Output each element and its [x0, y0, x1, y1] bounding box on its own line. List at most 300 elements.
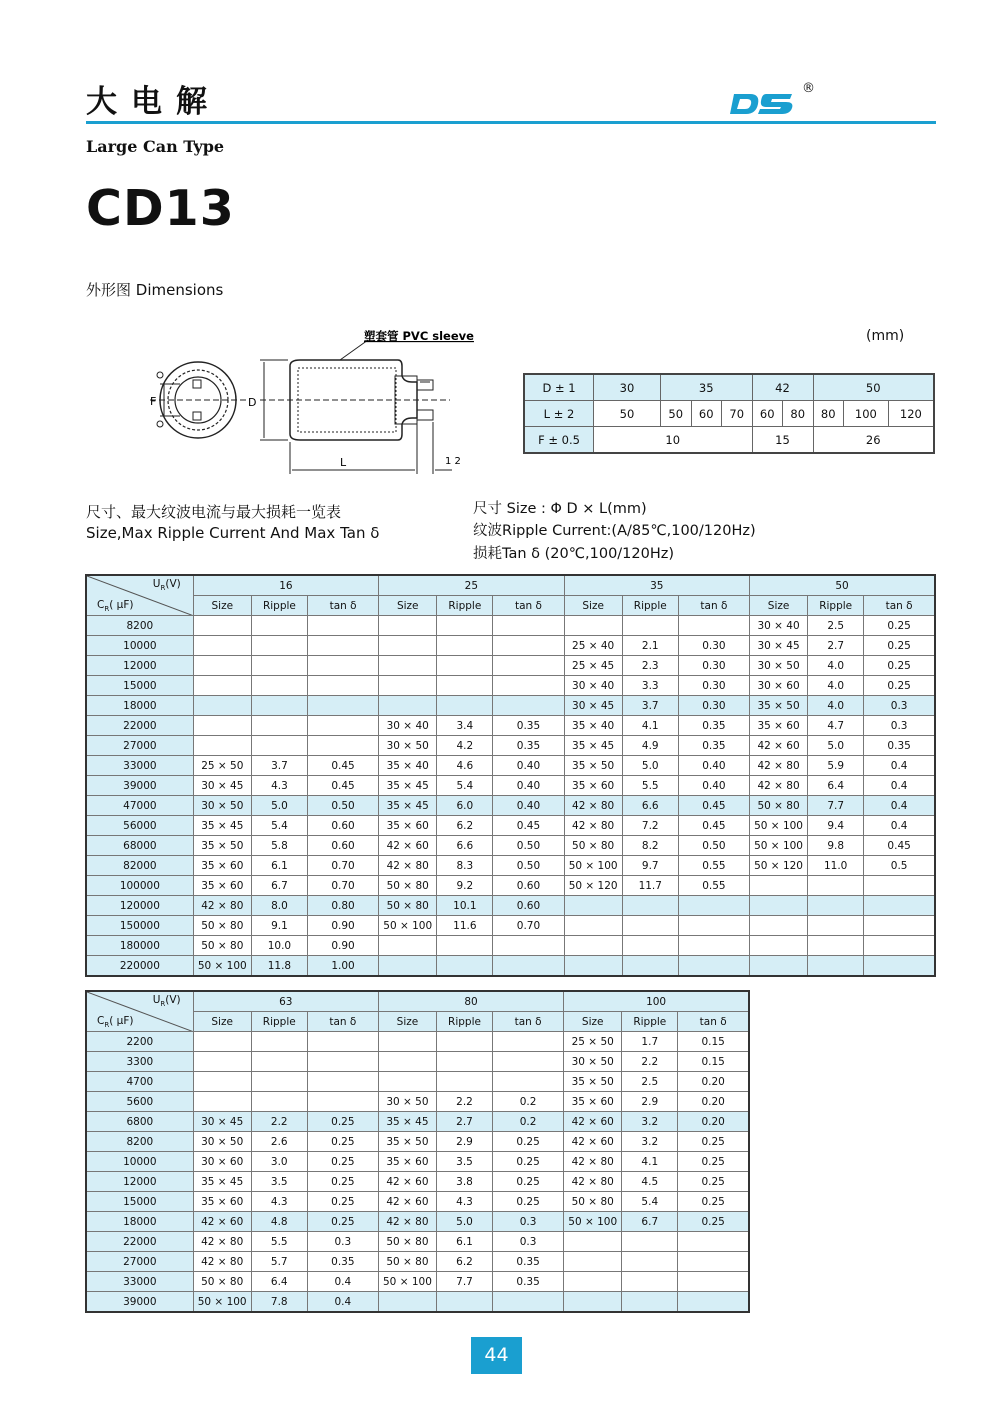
spec-cell: 0.45 — [678, 796, 749, 816]
spec-cell: 3.2 — [622, 1132, 678, 1152]
spec-cell: 0.25 — [678, 1132, 749, 1152]
table-row — [86, 1292, 749, 1313]
spec-cell: 0.25 — [493, 1132, 564, 1152]
spec-cell: 5.5 — [251, 1232, 307, 1252]
spec-cell — [193, 676, 251, 696]
spec-cell: 4.7 — [808, 716, 864, 736]
spec-cell: 4.2 — [437, 736, 493, 756]
spec-cell: 0.60 — [493, 896, 564, 916]
spec-cell: 0.20 — [678, 1072, 749, 1092]
spec-cell — [493, 656, 564, 676]
capacitor-drawing — [140, 322, 500, 482]
spec-cell: 35 × 45 — [378, 1112, 436, 1132]
spec-cell: 0.20 — [678, 1112, 749, 1132]
spec-cell: 4.0 — [808, 656, 864, 676]
spec-cell — [622, 916, 678, 936]
capacitance-cell: 2200 — [86, 1032, 193, 1052]
col-ripple-header: Ripple — [437, 596, 493, 616]
spec-cell: 4.6 — [437, 756, 493, 776]
note-size: 尺寸 Size : Φ D × L(mm) — [473, 501, 647, 517]
spec-cell — [493, 936, 564, 956]
spec-cell: 11.0 — [808, 856, 864, 876]
spec-cell: 2.2 — [622, 1052, 678, 1072]
spec-cell — [251, 1052, 307, 1072]
spec-cell — [564, 916, 622, 936]
spec-cell: 5.0 — [808, 736, 864, 756]
spec-cell: 50 × 80 — [193, 936, 251, 956]
spec-cell — [808, 896, 864, 916]
table-row — [86, 1272, 749, 1292]
voltage-header: 50 — [750, 575, 936, 596]
spec-cell — [678, 896, 749, 916]
spec-cell — [307, 1052, 378, 1072]
spec-cell: 5.9 — [808, 756, 864, 776]
col-tan-header: tan δ — [307, 1012, 378, 1032]
spec-cell — [307, 676, 378, 696]
spec-cell: 0.45 — [307, 756, 378, 776]
spec-cell: 35 × 60 — [193, 856, 251, 876]
spec-cell: 0.45 — [864, 836, 935, 856]
spec-cell: 0.25 — [307, 1192, 378, 1212]
spec-cell: 5.4 — [251, 816, 307, 836]
spec-cell: 2.2 — [436, 1092, 492, 1112]
spec-cell: 0.25 — [307, 1172, 378, 1192]
table-row — [86, 616, 935, 636]
spec-cell: 35 × 60 — [378, 1152, 436, 1172]
spec-cell — [251, 656, 307, 676]
capacitance-cell: 27000 — [86, 736, 193, 756]
spec-cell: 9.2 — [437, 876, 493, 896]
spec-cell: 3.7 — [622, 696, 678, 716]
sleeve-label: 塑套管 PVC sleeve — [364, 329, 474, 343]
spec-cell: 50 × 120 — [564, 876, 622, 896]
spec-cell: 5.5 — [622, 776, 678, 796]
spec-cell: 50 × 80 — [564, 1192, 622, 1212]
dim-d-value: 50 — [813, 374, 934, 401]
spec-cell: 42 × 80 — [379, 856, 437, 876]
spec-cell — [437, 696, 493, 716]
spec-cell: 9.8 — [808, 836, 864, 856]
header-title-en: Large Can Type — [86, 137, 225, 156]
spec-cell — [622, 936, 678, 956]
spec-cell — [564, 1292, 622, 1313]
spec-cell: 35 × 60 — [193, 876, 251, 896]
capacitance-cell: 8200 — [86, 1132, 193, 1152]
capacitance-cell: 12000 — [86, 656, 193, 676]
capacitance-cell: 56000 — [86, 816, 193, 836]
spec-cell: 0.20 — [678, 1092, 749, 1112]
spec-cell — [437, 616, 493, 636]
spec-cell: 3.5 — [251, 1172, 307, 1192]
capacitance-cell: 220000 — [86, 956, 193, 977]
capacitance-cell: 39000 — [86, 776, 193, 796]
dim-d-value: 42 — [752, 374, 813, 401]
table-row — [86, 756, 935, 776]
spec-cell: 4.1 — [622, 716, 678, 736]
col-ripple-header: Ripple — [808, 596, 864, 616]
table-row — [86, 656, 935, 676]
spec-cell — [379, 656, 437, 676]
spec-cell: 11.6 — [437, 916, 493, 936]
spec-cell: 50 × 100 — [193, 956, 251, 977]
spec-cell: 4.3 — [251, 1192, 307, 1212]
dim-d-value: 35 — [661, 374, 753, 401]
spec-cell: 0.4 — [307, 1272, 378, 1292]
spec-cell: 0.25 — [864, 676, 935, 696]
spec-cell — [564, 1252, 622, 1272]
col-size-header: Size — [750, 596, 808, 616]
spec-cell: 30 × 60 — [750, 676, 808, 696]
spec-cell — [678, 1272, 749, 1292]
spec-cell — [750, 936, 808, 956]
spec-cell — [808, 956, 864, 977]
spec-cell: 25 × 50 — [193, 756, 251, 776]
spec-cell: 0.55 — [678, 876, 749, 896]
spec-cell — [622, 956, 678, 977]
table-row — [86, 916, 935, 936]
spec-cell: 0.25 — [678, 1192, 749, 1212]
spec-cell: 0.25 — [678, 1172, 749, 1192]
spec-cell: 50 × 100 — [379, 916, 437, 936]
spec-cell: 2.7 — [436, 1112, 492, 1132]
spec-cell: 0.45 — [493, 816, 564, 836]
dim-row-label: F ± 0.5 — [524, 427, 594, 454]
spec-cell: 0.70 — [493, 916, 564, 936]
spec-cell: 0.4 — [864, 796, 935, 816]
capacitance-cell: 68000 — [86, 836, 193, 856]
spec-table-16-50v — [85, 574, 936, 977]
spec-cell: 30 × 50 — [564, 1052, 622, 1072]
spec-cell: 50 × 80 — [193, 916, 251, 936]
spec-cell: 25 × 45 — [564, 656, 622, 676]
spec-cell: 42 × 80 — [564, 816, 622, 836]
table-row — [86, 1252, 749, 1272]
spec-cell — [251, 636, 307, 656]
terminal-bottom — [193, 412, 201, 420]
spec-cell: 50 × 80 — [564, 836, 622, 856]
spec-cell: 0.40 — [678, 776, 749, 796]
spec-cell — [750, 916, 808, 936]
spec-cell: 2.9 — [436, 1132, 492, 1152]
spec-cell — [251, 616, 307, 636]
spec-cell — [193, 696, 251, 716]
spec-cell — [437, 956, 493, 977]
col-size-header: Size — [193, 1012, 251, 1032]
spec-cell — [436, 1032, 492, 1052]
capacitance-cell: 6800 — [86, 1112, 193, 1132]
spec-cell: 35 × 45 — [379, 796, 437, 816]
capacitance-cell: 5600 — [86, 1092, 193, 1112]
spec-cell — [622, 896, 678, 916]
spec-cell: 9.7 — [622, 856, 678, 876]
spec-cell: 42 × 80 — [750, 756, 808, 776]
spec-cell — [193, 736, 251, 756]
spec-cell: 50 × 120 — [750, 856, 808, 876]
col-ripple-header: Ripple — [436, 1012, 492, 1032]
spec-cell: 42 × 80 — [564, 1152, 622, 1172]
spec-cell — [193, 1032, 251, 1052]
spec-cell: 0.25 — [307, 1132, 378, 1152]
spec-cell — [251, 1072, 307, 1092]
spec-cell: 5.0 — [251, 796, 307, 816]
spec-cell — [493, 676, 564, 696]
spec-cell: 3.7 — [251, 756, 307, 776]
spec-cell: 8.3 — [437, 856, 493, 876]
spec-cell: 5.4 — [622, 1192, 678, 1212]
table-row — [86, 776, 935, 796]
spec-cell — [678, 936, 749, 956]
spec-cell — [379, 696, 437, 716]
capacitance-cell: 47000 — [86, 796, 193, 816]
spec-cell: 50 × 100 — [750, 816, 808, 836]
spec-cell: 0.40 — [493, 776, 564, 796]
spec-cell: 0.4 — [864, 776, 935, 796]
d-dim-label: D — [248, 396, 257, 409]
col-ripple-header: Ripple — [251, 596, 307, 616]
table-row — [86, 1172, 749, 1192]
unit-label: (mm) — [866, 328, 905, 344]
spec-cell — [378, 1292, 436, 1313]
header-corner-cell — [86, 991, 193, 1032]
spec-cell: 0.60 — [493, 876, 564, 896]
spec-cell: 9.1 — [251, 916, 307, 936]
spec-cell — [678, 1252, 749, 1272]
spec-cell: 0.30 — [678, 696, 749, 716]
spec-cell: 50 × 100 — [750, 836, 808, 856]
spec-cell: 2.9 — [622, 1092, 678, 1112]
spec-cell: 0.3 — [493, 1212, 564, 1232]
spec-cell: 25 × 40 — [564, 636, 622, 656]
spec-cell: 42 × 80 — [193, 1252, 251, 1272]
spec-cell: 3.4 — [437, 716, 493, 736]
spec-cell: 50 × 80 — [750, 796, 808, 816]
spec-cell — [437, 656, 493, 676]
spec-cell — [864, 916, 935, 936]
dim-f-value: 15 — [752, 427, 813, 454]
dim-l-value: 50 — [661, 401, 692, 427]
spec-cell: 4.1 — [622, 1152, 678, 1172]
spec-cell: 4.0 — [808, 676, 864, 696]
spec-cell: 42 × 60 — [564, 1132, 622, 1152]
col-tan-header: tan δ — [307, 596, 378, 616]
spec-cell — [493, 956, 564, 977]
spec-cell: 0.55 — [678, 856, 749, 876]
voltage-header: 63 — [193, 991, 378, 1012]
spec-cell — [678, 1232, 749, 1252]
spec-cell: 30 × 40 — [379, 716, 437, 736]
spec-cell: 7.7 — [436, 1272, 492, 1292]
dim-l-value: 80 — [783, 401, 814, 427]
spec-cell: 0.80 — [307, 896, 378, 916]
spec-cell: 50 × 80 — [379, 896, 437, 916]
list-title-en: Size,Max Ripple Current And Max Tan δ — [86, 524, 380, 542]
spec-cell: 0.90 — [307, 936, 378, 956]
spec-cell: 42 × 60 — [193, 1212, 251, 1232]
table-row — [86, 1052, 749, 1072]
spec-cell: 0.4 — [864, 756, 935, 776]
spec-cell: 0.4 — [864, 816, 935, 836]
spec-cell: 0.25 — [678, 1152, 749, 1172]
ur-label: $U_R(V)$ — [152, 578, 181, 593]
spec-cell — [493, 1032, 564, 1052]
spec-cell: 2.1 — [622, 636, 678, 656]
spec-cell — [193, 616, 251, 636]
voltage-header: 25 — [379, 575, 564, 596]
spec-cell: 0.40 — [678, 756, 749, 776]
list-title-cn: 尺寸、最大纹波电流与最大损耗一览表 — [86, 503, 342, 521]
spec-cell: 0.15 — [678, 1032, 749, 1052]
spec-cell: 50 × 80 — [378, 1252, 436, 1272]
col-size-header: Size — [379, 596, 437, 616]
spec-cell: 42 × 80 — [193, 896, 251, 916]
table-row — [86, 856, 935, 876]
table-row — [86, 956, 935, 977]
spec-cell — [307, 616, 378, 636]
registered-mark: ® — [802, 82, 815, 96]
header-title-cn: 大电解 — [86, 84, 221, 120]
spec-cell: 4.8 — [251, 1212, 307, 1232]
spec-cell: 5.8 — [251, 836, 307, 856]
col-tan-header: tan δ — [864, 596, 935, 616]
spec-cell: 6.2 — [436, 1252, 492, 1272]
spec-cell — [307, 716, 378, 736]
col-size-header: Size — [564, 596, 622, 616]
spec-cell: 9.4 — [808, 816, 864, 836]
spec-cell — [378, 1032, 436, 1052]
spec-cell: 6.2 — [437, 816, 493, 836]
spec-cell: 35 × 45 — [193, 1172, 251, 1192]
table-row — [86, 1132, 749, 1152]
capacitance-cell: 82000 — [86, 856, 193, 876]
dim-l-value: 70 — [722, 401, 753, 427]
header-corner-cell — [86, 575, 193, 616]
spec-cell — [493, 696, 564, 716]
capacitance-cell: 12000 — [86, 1172, 193, 1192]
ds-logo — [730, 82, 830, 122]
spec-cell — [251, 716, 307, 736]
spec-cell: 0.70 — [307, 856, 378, 876]
spec-cell — [493, 636, 564, 656]
spec-cell — [564, 1232, 622, 1252]
table-row — [86, 836, 935, 856]
capacitance-cell: 18000 — [86, 1212, 193, 1232]
spec-cell: 0.35 — [678, 736, 749, 756]
spec-cell: 0.45 — [678, 816, 749, 836]
spec-cell: 0.50 — [678, 836, 749, 856]
spec-cell: 0.2 — [493, 1092, 564, 1112]
spec-cell: 5.0 — [436, 1212, 492, 1232]
spec-cell: 6.0 — [437, 796, 493, 816]
spec-cell — [307, 1072, 378, 1092]
spec-cell — [864, 956, 935, 977]
capacitance-cell: 27000 — [86, 1252, 193, 1272]
spec-cell: 4.3 — [251, 776, 307, 796]
spec-cell — [622, 1292, 678, 1313]
spec-cell: 2.6 — [251, 1132, 307, 1152]
page-number: 44 — [471, 1337, 522, 1374]
header-rule — [86, 121, 936, 124]
spec-cell: 25 × 50 — [564, 1032, 622, 1052]
spec-cell — [622, 1272, 678, 1292]
spec-cell: 30 × 45 — [750, 636, 808, 656]
spec-cell: 8.0 — [251, 896, 307, 916]
spec-cell: 5.0 — [622, 756, 678, 776]
spec-cell: 0.35 — [493, 1272, 564, 1292]
table-row — [86, 796, 935, 816]
capacitance-cell: 10000 — [86, 1152, 193, 1172]
spec-cell: 10.0 — [251, 936, 307, 956]
spec-cell: 2.5 — [622, 1072, 678, 1092]
spec-cell: 50 × 80 — [379, 876, 437, 896]
capacitance-cell: 39000 — [86, 1292, 193, 1313]
spec-cell — [564, 956, 622, 977]
spec-cell: 35 × 60 — [379, 816, 437, 836]
spec-cell — [493, 1052, 564, 1072]
spec-cell: 0.4 — [307, 1292, 378, 1313]
spec-cell: 35 × 60 — [564, 776, 622, 796]
f-dim-label: F — [150, 395, 157, 408]
capacitance-cell: 15000 — [86, 1192, 193, 1212]
spec-cell — [307, 1092, 378, 1112]
spec-cell — [750, 896, 808, 916]
dimensions-heading: 外形图 Dimensions — [86, 281, 224, 299]
spec-cell: 50 × 100 — [564, 856, 622, 876]
capacitance-cell: 4700 — [86, 1072, 193, 1092]
spec-cell: 1.00 — [307, 956, 378, 977]
dim-l-value: 100 — [844, 401, 889, 427]
table-row — [86, 1192, 749, 1212]
spec-cell: 30 × 45 — [564, 696, 622, 716]
spec-cell: 0.25 — [307, 1152, 378, 1172]
spec-cell — [678, 1292, 749, 1313]
spec-cell — [808, 936, 864, 956]
col-size-header: Size — [378, 1012, 436, 1032]
spec-cell: 0.90 — [307, 916, 378, 936]
spec-cell — [251, 696, 307, 716]
spec-cell: 10.1 — [437, 896, 493, 916]
voltage-header: 35 — [564, 575, 749, 596]
spec-cell — [437, 636, 493, 656]
spec-cell — [307, 696, 378, 716]
spec-cell: 35 × 60 — [564, 1092, 622, 1112]
spec-cell: 30 × 50 — [750, 656, 808, 676]
table-row — [86, 936, 935, 956]
twelve-dim-label: 1 2 — [445, 456, 461, 467]
spec-cell — [564, 936, 622, 956]
spec-cell — [251, 736, 307, 756]
capacitance-cell: 33000 — [86, 1272, 193, 1292]
spec-cell — [378, 1052, 436, 1072]
spec-cell — [750, 876, 808, 896]
spec-cell: 0.25 — [307, 1212, 378, 1232]
spec-cell — [379, 676, 437, 696]
spec-cell: 35 × 60 — [750, 716, 808, 736]
dim-row-label: D ± 1 — [524, 374, 594, 401]
spec-cell — [437, 936, 493, 956]
spec-cell: 42 × 60 — [379, 836, 437, 856]
spec-cell: 35 × 45 — [564, 736, 622, 756]
spec-cell: 2.2 — [251, 1112, 307, 1132]
spec-cell: 0.45 — [307, 776, 378, 796]
terminal-side-bottom — [417, 410, 433, 420]
spec-cell: 3.0 — [251, 1152, 307, 1172]
ur-label: $U_R(V)$ — [152, 994, 181, 1009]
spec-cell: 7.7 — [808, 796, 864, 816]
spec-cell — [193, 1092, 251, 1112]
spec-cell — [564, 616, 622, 636]
spec-cell — [379, 936, 437, 956]
table-row — [86, 1152, 749, 1172]
